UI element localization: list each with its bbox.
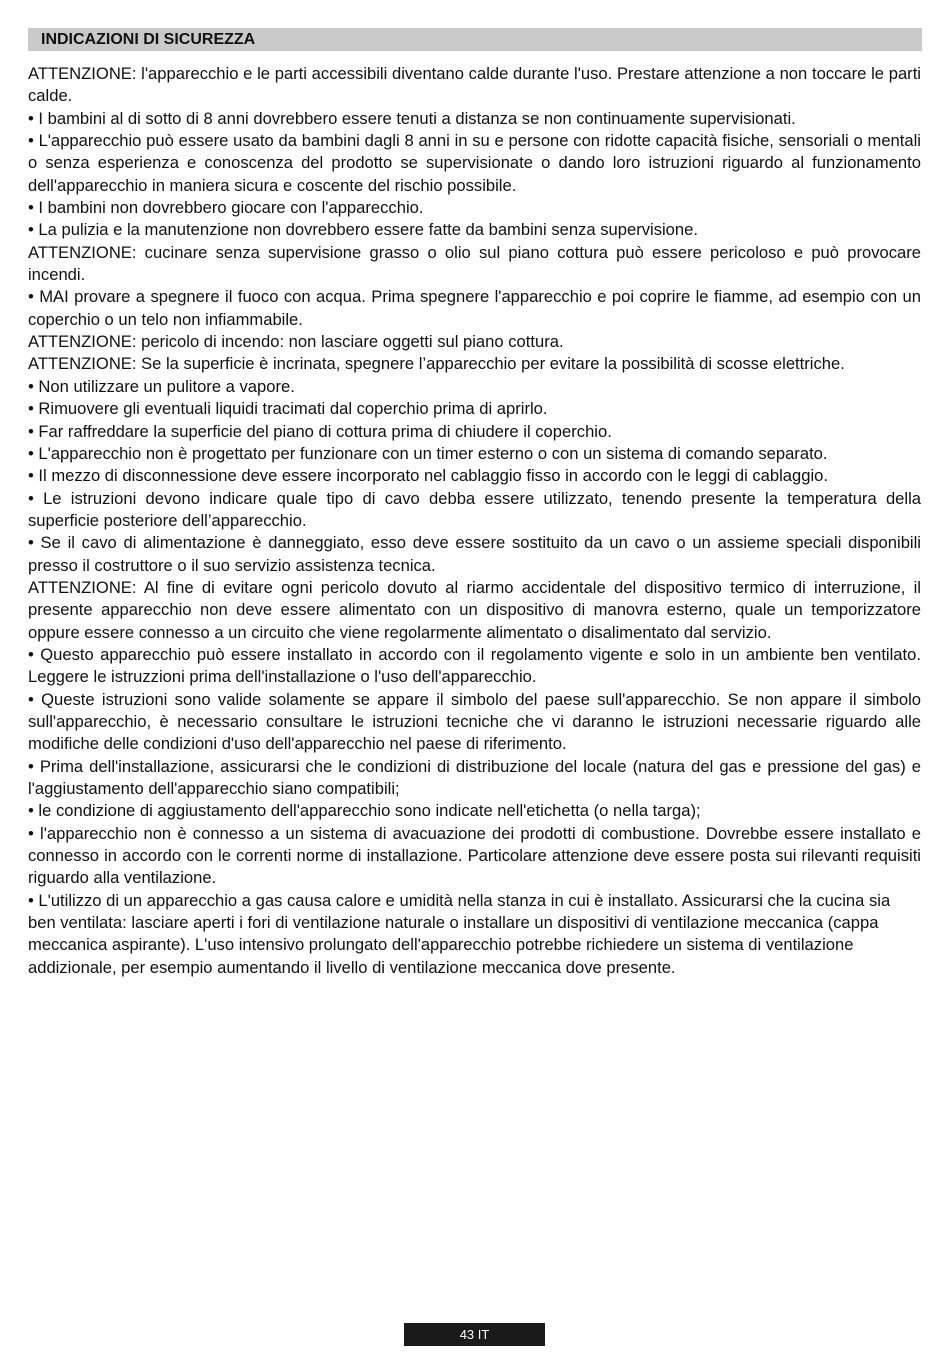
paragraph: • Far raffreddare la superficie del piano di cottura prima di chiudere il coperchio. (28, 421, 612, 441)
paragraph: ATTENZIONE: pericolo di incendo: non lasciare oggetti sul piano cottura. (28, 332, 564, 352)
paragraph: • Prima dell'installazione, assicurarsi che le condizioni di distribuzione del locale (natura del gas e pressione del gas) e l'aggiustamento dell'apparecchio siano compatibili; (28, 756, 921, 798)
paragraph: • La pulizia e la manutenzione non dovrebbero essere fatte da bambini senza supervisione. (28, 220, 698, 240)
safety-instructions-body (28, 63, 921, 979)
paragraph: • Se il cavo di alimentazione è danneggiato, esso deve essere sostituito da un cavo o un assieme speciali disponibili presso il costruttore o il suo servizio assistenza tecnica. (28, 533, 921, 575)
paragraph: • Rimuovere gli eventuali liquidi tracimati dal coperchio prima di aprirlo. (28, 399, 548, 419)
paragraph: • MAI provare a spegnere il fuoco con acqua. Prima spegnere l'apparecchio e poi coprire le fiamme, ad esempio con un coperchio o un telo non infiammabile. (28, 287, 921, 329)
paragraph: • Queste istruzioni sono valide solamente se appare il simbolo del paese sull'apparecchio. Se non appare il simbolo sull'apparecchio, è necessario consultare le istruzioni tecniche che vi daranno le istruzioni necessarie riguardo alle modifiche delle condizioni d'uso dell'apparecchio nel paese di riferimento. (28, 689, 921, 754)
paragraph: • L'utilizzo di un apparecchio a gas causa calore e umidità nella stanza in cui è installato. Assicurarsi che la cucina sia ben ventilata: lasciare aperti i fori di ventilazione naturale o installare un dispositivi di ventilazione meccanica (cappa meccanica aspirante). L'uso intensivo prolungato dell'apparecchio potrebbe richiedere un sistema di ventilazione addizionale, per esempio aumentando il livello di ventilazione meccanica dove presente. (28, 890, 891, 977)
paragraph: ATTENZIONE: Al fine di evitare ogni pericolo dovuto al riarmo accidentale del dispositivo termico di interruzione, il presente apparecchio non deve essere alimentato con un dispositivo di manovra esterno, quale un temporizzatore oppure essere connesso a un circuito che viene regolarmente alimentato o disalimentato dal servizio. (28, 577, 921, 642)
paragraph: • Le istruzioni devono indicare quale tipo di cavo debba essere utilizzato, tenendo presente la temperatura della superficie posteriore dell’apparecchio. (28, 488, 921, 530)
page-number: 43 IT (404, 1323, 545, 1346)
section-header: INDICAZIONI DI SICUREZZA (28, 28, 922, 51)
paragraph: • Non utilizzare un pulitore a vapore. (28, 376, 295, 396)
paragraph: • le condizione di aggiustamento dell'apparecchio sono indicate nell'etichetta (o nella targa); (28, 801, 701, 821)
paragraph: • L'apparecchio non è progettato per funzionare con un timer esterno o con un sistema di comando separato. (28, 443, 828, 463)
paragraph: ATTENZIONE: l'apparecchio e le parti accessibili diventano calde durante l'uso. Prestare attenzione a non toccare le parti calde. (28, 64, 921, 106)
paragraph: • I bambini non dovrebbero giocare con l'apparecchio. (28, 198, 424, 218)
paragraph: • I bambini al di sotto di 8 anni dovrebbero essere tenuti a distanza se non continuamente supervisionati. (28, 108, 796, 128)
paragraph: • l'apparecchio non è connesso a un sistema di avacuazione dei prodotti di combustione. Dovrebbe essere installato e connesso in accordo con le correnti norme di installazione. Particolare attenzione deve essere posta sui rilevanti requisiti riguardo alla ventilazione. (28, 823, 921, 888)
paragraph: • Questo apparecchio può essere installato in accordo con il regolamento vigente e solo in un ambiente ben ventilato. Leggere le istruzzioni prima dell'installazione o l'uso dell'apparecchio. (28, 644, 921, 687)
paragraph: ATTENZIONE: Se la superficie è incrinata, spegnere l’apparecchio per evitare la possibilità di scosse elettriche. (28, 354, 845, 374)
paragraph: • L'apparecchio può essere usato da bambini dagli 8 anni in su e persone con ridotte capacità fisiche, sensoriali o mentali o senza esperienza e conoscenza del prodotto se supervisionate o dando loro istruzioni riguardo al funzionamento dell'apparecchio in maniera sicura e coscente del rischio possibile. (28, 131, 921, 195)
paragraph: ATTENZIONE: cucinare senza supervisione grasso o olio sul piano cottura può essere pericoloso e può provocare incendi. (28, 242, 921, 285)
paragraph: • Il mezzo di disconnessione deve essere incorporato nel cablaggio fisso in accordo con le leggi di cablaggio. (28, 466, 829, 486)
